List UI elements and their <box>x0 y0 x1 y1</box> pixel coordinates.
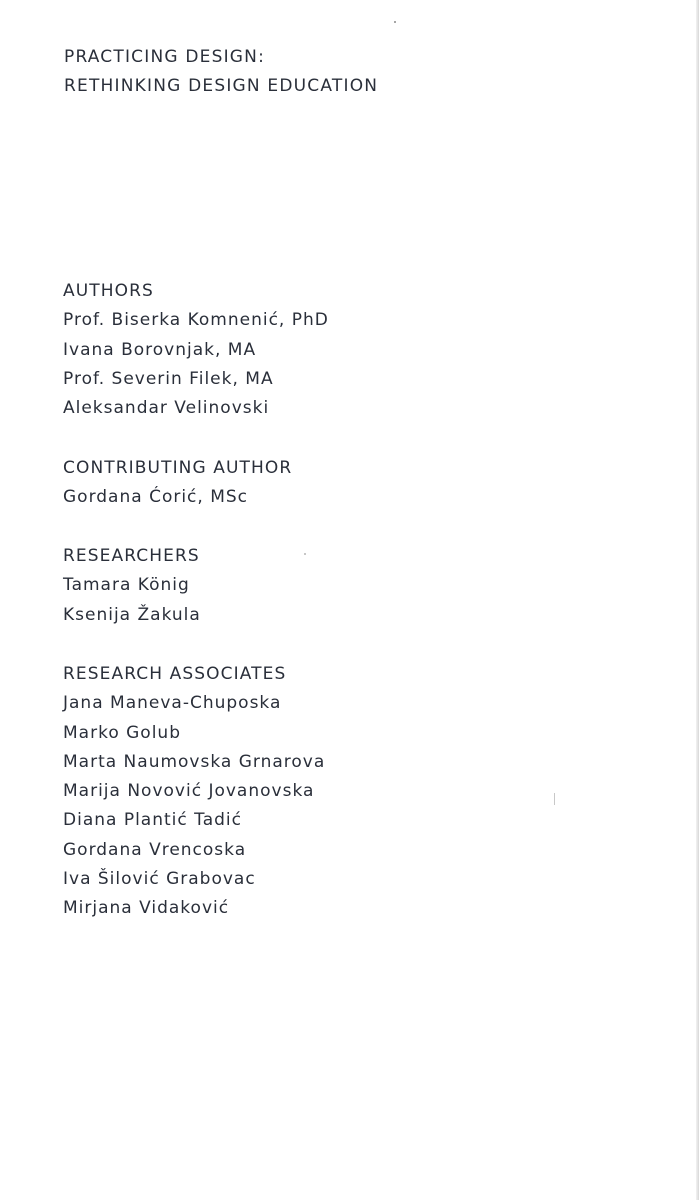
contributing-author-section <box>63 454 292 513</box>
researcher-name: Ksenija Žakula <box>63 604 201 625</box>
scan-speck <box>304 553 306 555</box>
research-associate-name: Jana Maneva-Chuposka <box>63 693 282 714</box>
researcher-name: Tamara König <box>63 575 190 596</box>
research-associate-name: Iva Šilović Grabovac <box>63 869 256 890</box>
contributing-author-name: Gordana Ćorić, MSc <box>63 487 249 508</box>
authors-section <box>63 277 329 423</box>
author-name: Prof. Severin Filek, MA <box>63 368 274 389</box>
research-associates-section <box>63 660 325 924</box>
research-associate-name: Mirjana Vidaković <box>63 898 230 919</box>
research-associate-name: Marija Novović Jovanovska <box>63 781 315 802</box>
research-associates-heading: RESEARCH ASSOCIATES <box>63 664 287 684</box>
research-associate-name: Marko Golub <box>63 722 181 743</box>
scan-speck <box>554 793 555 805</box>
author-name: Prof. Biserka Komnenić, PhD <box>63 310 329 331</box>
researchers-heading: RESEARCHERS <box>63 546 200 566</box>
title-line-2: RETHINKING DESIGN EDUCATION <box>64 76 379 96</box>
book-title <box>64 43 378 101</box>
authors-heading: AUTHORS <box>63 281 154 301</box>
research-associate-name: Gordana Vrencoska <box>63 839 247 860</box>
title-line-1: PRACTICING DESIGN: <box>64 47 266 67</box>
contributing-author-heading: CONTRIBUTING AUTHOR <box>63 458 293 478</box>
scan-speck <box>394 21 396 23</box>
author-name: Ivana Borovnjak, MA <box>63 339 257 360</box>
research-associate-name: Marta Naumovska Grnarova <box>63 751 326 772</box>
author-name: Aleksandar Velinovski <box>63 398 270 419</box>
researchers-section <box>63 542 201 630</box>
research-associate-name: Diana Plantić Tadić <box>63 810 242 831</box>
